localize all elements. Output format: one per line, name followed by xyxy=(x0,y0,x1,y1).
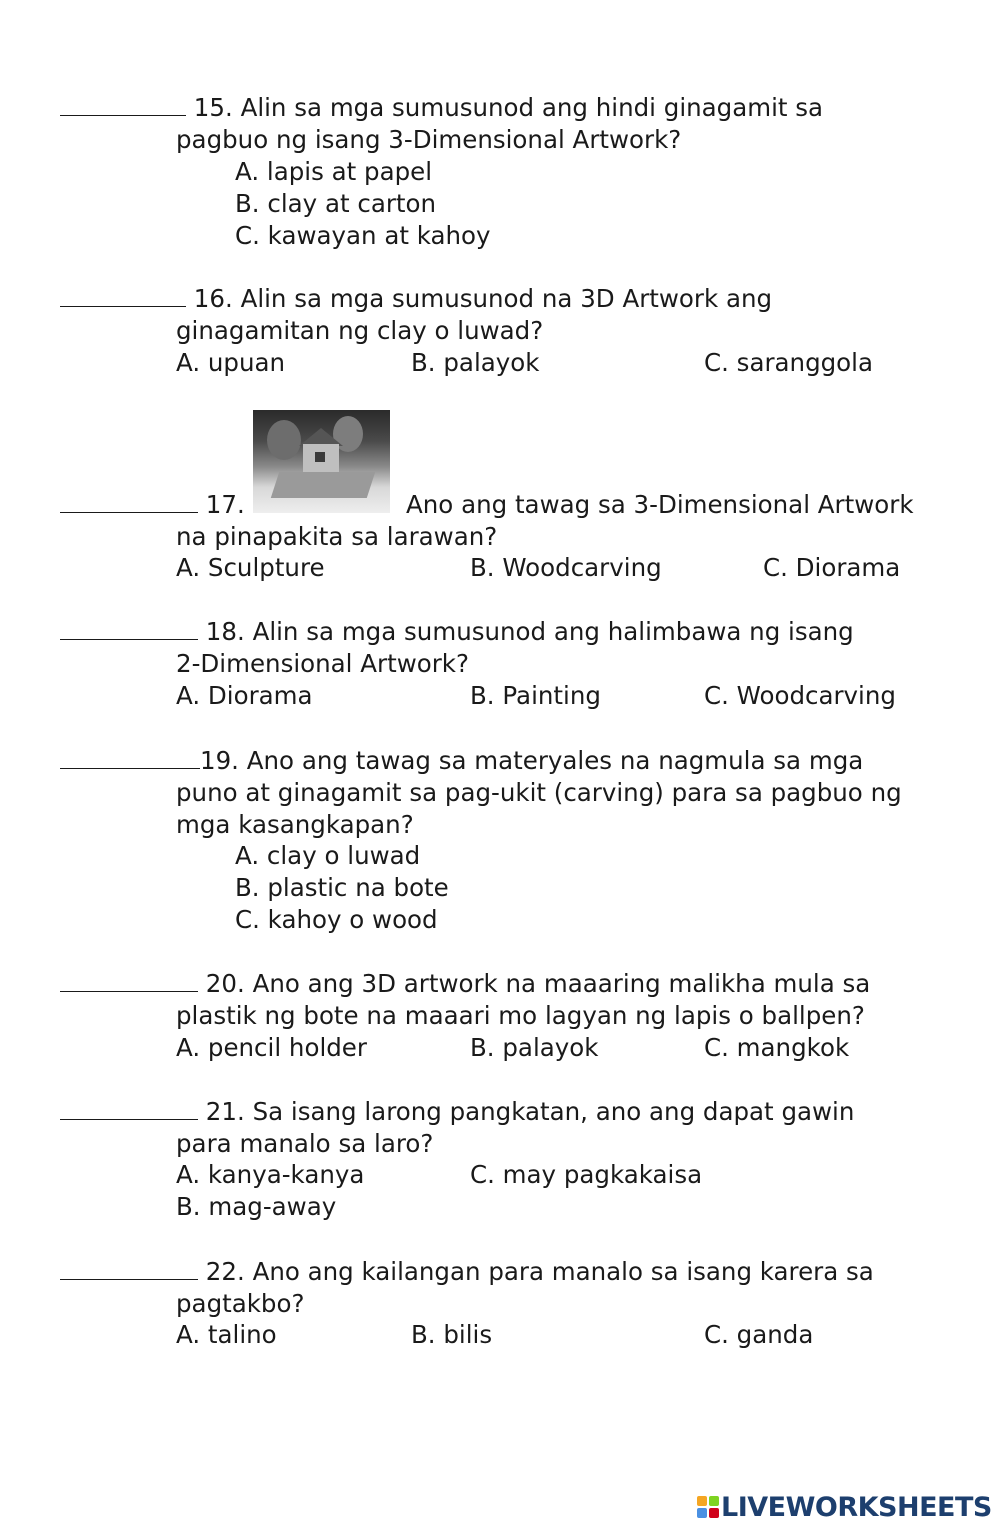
choice-20-b: B. palayok xyxy=(470,1033,599,1062)
liveworksheets-logo[interactable] xyxy=(697,1487,992,1527)
choice-18-b: B. Painting xyxy=(470,681,601,710)
choice-21-b: B. mag-away xyxy=(176,1192,337,1221)
question-15-line1 xyxy=(60,92,823,124)
choice-18-c: C. Woodcarving xyxy=(704,681,896,710)
answer-blank-18[interactable] xyxy=(60,617,198,640)
choice-15-c: C. kawayan at kahoy xyxy=(235,221,491,250)
liveworksheets-logo-icon xyxy=(697,1496,719,1518)
choice-16-c: C. saranggola xyxy=(704,348,873,377)
question-21-line2: para manalo sa laro? xyxy=(176,1129,434,1158)
question-19-line3: mga kasangkapan? xyxy=(176,810,414,839)
question-text: Alin sa mga sumusunod na 3D Artwork ang xyxy=(240,284,773,313)
question-number: 19. xyxy=(200,746,239,775)
liveworksheets-logo-text: LIVEWORKSHEETS xyxy=(721,1491,992,1523)
answer-blank-17[interactable] xyxy=(60,490,198,513)
question-21-line1 xyxy=(60,1096,854,1128)
question-17-line1 xyxy=(60,489,245,521)
choice-17-a: A. Sculpture xyxy=(176,553,325,582)
question-text: Sa isang larong pangkatan, ano ang dapat gawin xyxy=(252,1097,855,1126)
question-text: Alin sa mga sumusunod ang hindi ginagamit sa xyxy=(240,93,824,122)
question-22-line2: pagtakbo? xyxy=(176,1289,305,1318)
answer-blank-16[interactable] xyxy=(60,284,186,307)
question-19-line1 xyxy=(60,745,863,777)
question-15-line2: pagbuo ng isang 3-Dimensional Artwork? xyxy=(176,125,682,154)
question-number: 22. xyxy=(205,1257,245,1286)
answer-blank-15[interactable] xyxy=(60,93,186,116)
choice-15-a: A. lapis at papel xyxy=(235,157,433,186)
question-number: 20. xyxy=(205,969,245,998)
question-18-line1 xyxy=(60,616,854,648)
question-number: 16. xyxy=(193,284,233,313)
question-20-line1 xyxy=(60,968,870,1000)
choice-17-b: B. Woodcarving xyxy=(470,553,662,582)
question-17-line2: na pinapakita sa larawan? xyxy=(176,522,498,551)
question-text: Ano ang 3D artwork na maaaring malikha mula sa xyxy=(252,969,871,998)
question-17-text: Ano ang tawag sa 3-Dimensional Artwork xyxy=(406,490,914,519)
answer-blank-21[interactable] xyxy=(60,1097,198,1120)
question-number: 21. xyxy=(205,1097,245,1126)
question-18-line2: 2-Dimensional Artwork? xyxy=(176,649,469,678)
question-20-line2: plastik ng bote na maaari mo lagyan ng lapis o ballpen? xyxy=(176,1001,865,1030)
question-text: Alin sa mga sumusunod ang halimbawa ng isang xyxy=(252,617,854,646)
choice-17-c: C. Diorama xyxy=(763,553,901,582)
question-16-line1 xyxy=(60,283,772,315)
choice-15-b: B. clay at carton xyxy=(235,189,437,218)
choice-18-a: A. Diorama xyxy=(176,681,313,710)
question-16-line2: ginagamitan ng clay o luwad? xyxy=(176,316,544,345)
choice-21-c: C. may pagkakaisa xyxy=(470,1160,703,1189)
logo-square xyxy=(709,1508,719,1518)
choice-19-b: B. plastic na bote xyxy=(235,873,449,902)
diorama-photo xyxy=(253,410,390,513)
choice-19-a: A. clay o luwad xyxy=(235,841,421,870)
choice-22-b: B. bilis xyxy=(411,1320,493,1349)
choice-16-b: B. palayok xyxy=(411,348,540,377)
logo-square xyxy=(697,1508,707,1518)
answer-blank-19[interactable] xyxy=(60,746,200,769)
question-22-line1 xyxy=(60,1256,874,1288)
choice-16-a: A. upuan xyxy=(176,348,286,377)
question-number: 18. xyxy=(205,617,245,646)
choice-20-c: C. mangkok xyxy=(704,1033,850,1062)
question-number: 15. xyxy=(193,93,233,122)
answer-blank-20[interactable] xyxy=(60,969,198,992)
question-number: 17. xyxy=(205,490,245,519)
question-19-line2: puno at ginagamit sa pag-ukit (carving) para sa pagbuo ng xyxy=(176,778,902,807)
logo-square xyxy=(697,1496,707,1506)
choice-20-a: A. pencil holder xyxy=(176,1033,367,1062)
choice-19-c: C. kahoy o wood xyxy=(235,905,438,934)
choice-22-a: A. talino xyxy=(176,1320,277,1349)
answer-blank-22[interactable] xyxy=(60,1257,198,1280)
choice-22-c: C. ganda xyxy=(704,1320,814,1349)
question-text: Ano ang tawag sa materyales na nagmula sa mga xyxy=(246,746,864,775)
question-text: Ano ang kailangan para manalo sa isang karera sa xyxy=(252,1257,874,1286)
choice-21-a: A. kanya-kanya xyxy=(176,1160,365,1189)
logo-square xyxy=(709,1496,719,1506)
